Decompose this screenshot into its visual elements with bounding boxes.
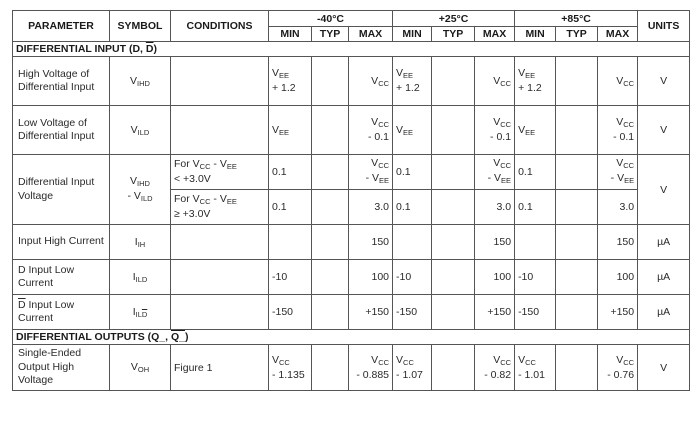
value-min: -150 <box>515 295 556 330</box>
header-min: MIN <box>393 27 432 42</box>
value-typ <box>432 345 475 391</box>
condition-high: For $V_{CC} - V_{EE}$ ≥ +3.0V <box>171 190 269 225</box>
value-min: 0.1 <box>515 155 556 190</box>
symbol: $V_{ILD}$ <box>110 106 171 155</box>
value-min: $V_{CC}$ - 1.07 <box>393 345 432 391</box>
value-max: 100 <box>598 260 638 295</box>
table-row <box>13 57 690 106</box>
symbol: $V_{IHD}$ - $V_{ILD}$ <box>110 155 171 225</box>
symbol: $V_{IHD}$ <box>110 57 171 106</box>
param-label: Single-Ended Output High Voltage <box>13 345 110 391</box>
condition-low: For $V_{CC} - V_{EE}$ < +3.0V <box>171 155 269 190</box>
value-min: -10 <box>393 260 432 295</box>
value-typ <box>432 190 475 225</box>
header-min: MIN <box>269 27 312 42</box>
value-typ <box>556 295 598 330</box>
value-max: $V_{CC}$ <box>475 57 515 106</box>
value-max: $V_{CC}$ - $V_{EE}$ <box>598 155 638 190</box>
symbol: $I_{ILD}$ <box>110 260 171 295</box>
value-max: 150 <box>475 225 515 260</box>
value-typ <box>312 295 349 330</box>
value-min: $V_{EE}$ <box>269 106 312 155</box>
conditions <box>171 260 269 295</box>
value-min: -10 <box>515 260 556 295</box>
header-max: MAX <box>598 27 638 42</box>
param-label: D Input Low Current <box>13 260 110 295</box>
header-min: MIN <box>515 27 556 42</box>
param-label: High Voltage of Differential Input <box>13 57 110 106</box>
value-typ <box>432 225 475 260</box>
table-row <box>13 295 690 330</box>
value-min: $V_{EE}$ <box>393 106 432 155</box>
conditions <box>171 295 269 330</box>
header-max: MAX <box>349 27 393 42</box>
param-label: Differential Input Voltage <box>13 155 110 225</box>
value-min: $V_{EE}$ + 1.2 <box>269 57 312 106</box>
header-max: MAX <box>475 27 515 42</box>
value-typ <box>556 345 598 391</box>
symbol: $V_{OH}$ <box>110 345 171 391</box>
value-typ <box>556 260 598 295</box>
value-min: 0.1 <box>393 190 432 225</box>
value-typ <box>556 190 598 225</box>
value-typ <box>312 155 349 190</box>
value-typ <box>312 57 349 106</box>
header-typ: TYP <box>556 27 598 42</box>
header-units: UNITS <box>638 11 690 42</box>
units: µA <box>638 260 690 295</box>
value-max: $V_{CC}$ - 0.82 <box>475 345 515 391</box>
value-min: $V_{CC}$ - 1.135 <box>269 345 312 391</box>
value-max: 150 <box>349 225 393 260</box>
value-min: $V_{EE}$ + 1.2 <box>393 57 432 106</box>
value-max: $V_{CC}$ - 0.1 <box>349 106 393 155</box>
value-typ <box>432 106 475 155</box>
value-min: $V_{EE}$ <box>515 106 556 155</box>
value-typ <box>556 106 598 155</box>
header-temp-p25: +25°C <box>393 11 515 27</box>
header-symbol: SYMBOL <box>110 11 171 42</box>
value-max: 100 <box>475 260 515 295</box>
value-max: $V_{CC}$ - $V_{EE}$ <box>475 155 515 190</box>
param-label: Low Voltage of Differential Input <box>13 106 110 155</box>
conditions: Figure 1 <box>171 345 269 391</box>
table-row <box>13 260 690 295</box>
symbol: $I_{IH}$ <box>110 225 171 260</box>
value-max: $V_{CC}$ - 0.1 <box>475 106 515 155</box>
param-label: $\overline{D}$ Input Low Current <box>13 295 110 330</box>
value-max: 3.0 <box>349 190 393 225</box>
header-typ: TYP <box>432 27 475 42</box>
value-typ <box>432 295 475 330</box>
units: V <box>638 155 690 225</box>
value-typ <box>312 345 349 391</box>
value-max: +150 <box>598 295 638 330</box>
value-typ <box>432 155 475 190</box>
param-label: Input High Current <box>13 225 110 260</box>
units: µA <box>638 295 690 330</box>
table-row <box>13 106 690 155</box>
table-row <box>13 155 690 190</box>
header-conditions: CONDITIONS <box>171 11 269 42</box>
value-typ <box>312 106 349 155</box>
header-parameter: PARAMETER <box>13 11 110 42</box>
value-max: $V_{CC}$ <box>598 57 638 106</box>
value-min: 0.1 <box>269 155 312 190</box>
value-max: 3.0 <box>598 190 638 225</box>
value-max: 3.0 <box>475 190 515 225</box>
symbol: $I_{IL\overline{D}}$ <box>110 295 171 330</box>
value-min <box>393 225 432 260</box>
value-typ <box>312 260 349 295</box>
section-differential-outputs: DIFFERENTIAL OUTPUTS (Q_, Q_) <box>13 330 690 345</box>
conditions <box>171 57 269 106</box>
value-min: $V_{CC}$ - 1.01 <box>515 345 556 391</box>
units: µA <box>638 225 690 260</box>
value-min: -150 <box>269 295 312 330</box>
value-max: $V_{CC}$ - $V_{EE}$ <box>349 155 393 190</box>
units: V <box>638 345 690 391</box>
value-max: $V_{CC}$ - 0.1 <box>598 106 638 155</box>
header-temp-m40: -40°C <box>269 11 393 27</box>
value-typ <box>432 260 475 295</box>
section-differential-input: DIFFERENTIAL INPUT (D, $\overline{D}$) <box>13 42 690 57</box>
units: V <box>638 57 690 106</box>
value-min: $V_{EE}$ + 1.2 <box>515 57 556 106</box>
table-row <box>13 345 690 391</box>
header-typ: TYP <box>312 27 349 42</box>
value-max: 100 <box>349 260 393 295</box>
value-min: 0.1 <box>515 190 556 225</box>
value-max: $V_{CC}$ <box>349 57 393 106</box>
value-typ <box>432 57 475 106</box>
value-min: -150 <box>393 295 432 330</box>
value-max: $V_{CC}$ - 0.885 <box>349 345 393 391</box>
value-min: 0.1 <box>269 190 312 225</box>
value-min <box>515 225 556 260</box>
units: V <box>638 106 690 155</box>
value-min: 0.1 <box>393 155 432 190</box>
value-max: +150 <box>475 295 515 330</box>
conditions <box>171 225 269 260</box>
value-max: $V_{CC}$ - 0.76 <box>598 345 638 391</box>
value-max: 150 <box>598 225 638 260</box>
header-temp-p85: +85°C <box>515 11 638 27</box>
value-typ <box>556 155 598 190</box>
conditions <box>171 106 269 155</box>
value-max: +150 <box>349 295 393 330</box>
value-min <box>269 225 312 260</box>
value-typ <box>556 57 598 106</box>
value-min: -10 <box>269 260 312 295</box>
value-typ <box>312 190 349 225</box>
value-typ <box>312 225 349 260</box>
spec-table <box>12 10 690 391</box>
table-row <box>13 225 690 260</box>
value-typ <box>556 225 598 260</box>
